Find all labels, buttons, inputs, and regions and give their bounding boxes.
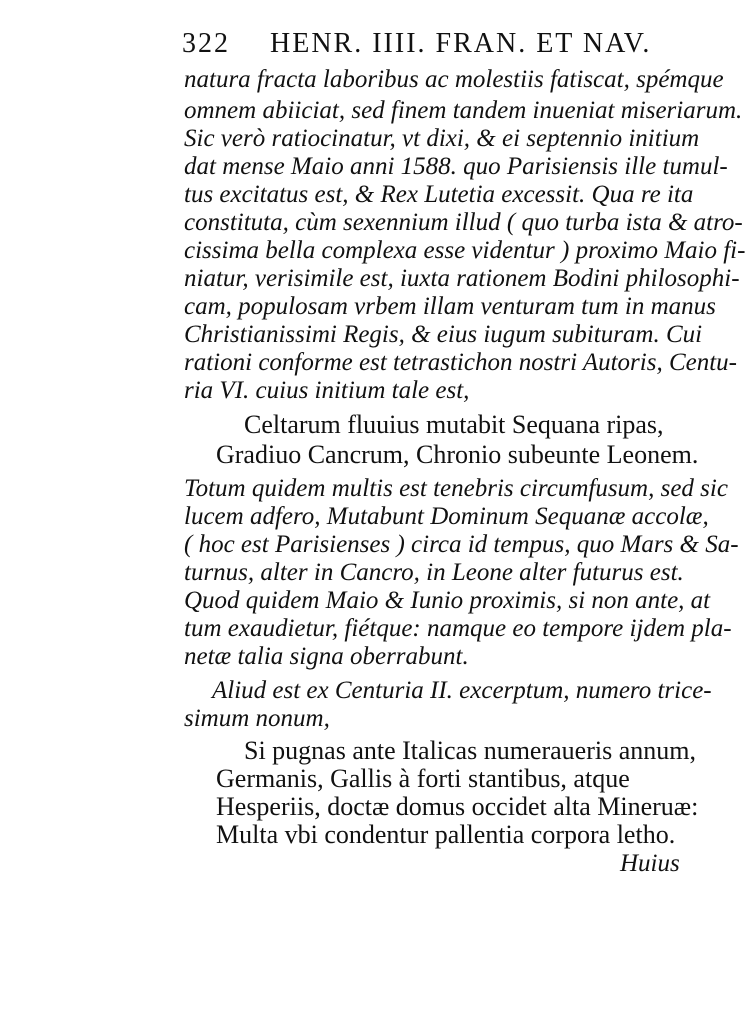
text-line: Quod quidem Maio & Iunio proximis, si non ante, at — [184, 587, 711, 614]
text-line: dat mense Maio anni 1588. quo Parisiensis ille tumul- — [184, 153, 728, 180]
text-line: Aliud est ex Centuria II. excerptum, numero trice- — [212, 677, 712, 704]
text-line: Christianissimi Regis, & eius iugum subituram. Cui — [184, 321, 703, 348]
verse-line: Si pugnas ante Italicas numeraueris annum, — [244, 736, 696, 765]
text-line: ria VI. cuius initium tale est, — [184, 377, 470, 404]
text-line: rationi conforme est tetrastichon nostri Autoris, Centu- — [184, 349, 738, 376]
text-line: cissima bella complexa esse videntur ) proximo Maio fi- — [184, 237, 746, 264]
text-line: constituta, cùm sexennium illud ( quo turba ista & atro- — [184, 209, 743, 236]
verse-line: Multa vbi condentur pallentia corpora letho. — [216, 820, 676, 849]
text-line: turnus, alter in Cancro, in Leone alter futurus est. — [184, 559, 684, 586]
text-line: omnem abiiciat, sed finem tandem inueniat miseriarum. — [184, 97, 743, 124]
catchword: Huius — [620, 850, 680, 877]
text-line: Sic verò ratiocinatur, vt dixi, & ei septennio initium — [184, 125, 700, 152]
verse-line: Hesperiis, doctæ domus occidet alta Mineruæ: — [216, 792, 699, 821]
text-line: natura fracta laboribus ac molestiis fatiscat, spémque — [184, 66, 724, 93]
text-line: netæ talia signa oberrabunt. — [184, 643, 469, 670]
running-title: HENR. IIII. FRAN. ET NAV. — [270, 28, 652, 59]
text-line: tus excitatus est, & Rex Lutetia excessit. Qua re ita — [184, 181, 694, 208]
verse-line: Celtarum fluuius mutabit Sequana ripas, — [244, 410, 664, 439]
text-line: ( hoc est Parisienses ) circa id tempus, quo Mars & Sa- — [184, 531, 739, 558]
page-number: 322 — [182, 28, 230, 59]
verse-line: Germanis, Gallis à forti stantibus, atque — [216, 764, 630, 793]
text-line: cam, populosam vrbem illam venturam tum in manus — [184, 293, 716, 320]
text-line: niatur, verisimile est, iuxta rationem Bodini philosophi- — [184, 265, 740, 292]
text-line: lucem adfero, Mutabunt Dominum Sequanæ accolæ, — [184, 503, 709, 530]
page-header — [182, 28, 702, 64]
text-line: simum nonum, — [184, 705, 330, 732]
verse-line: Gradiuo Cancrum, Chronio subeunte Leonem. — [216, 440, 699, 469]
text-line: tum exaudietur, fiétque: namque eo tempore ijdem pla- — [184, 615, 732, 642]
text-line: Totum quidem multis est tenebris circumfusum, sed sic — [184, 475, 728, 502]
